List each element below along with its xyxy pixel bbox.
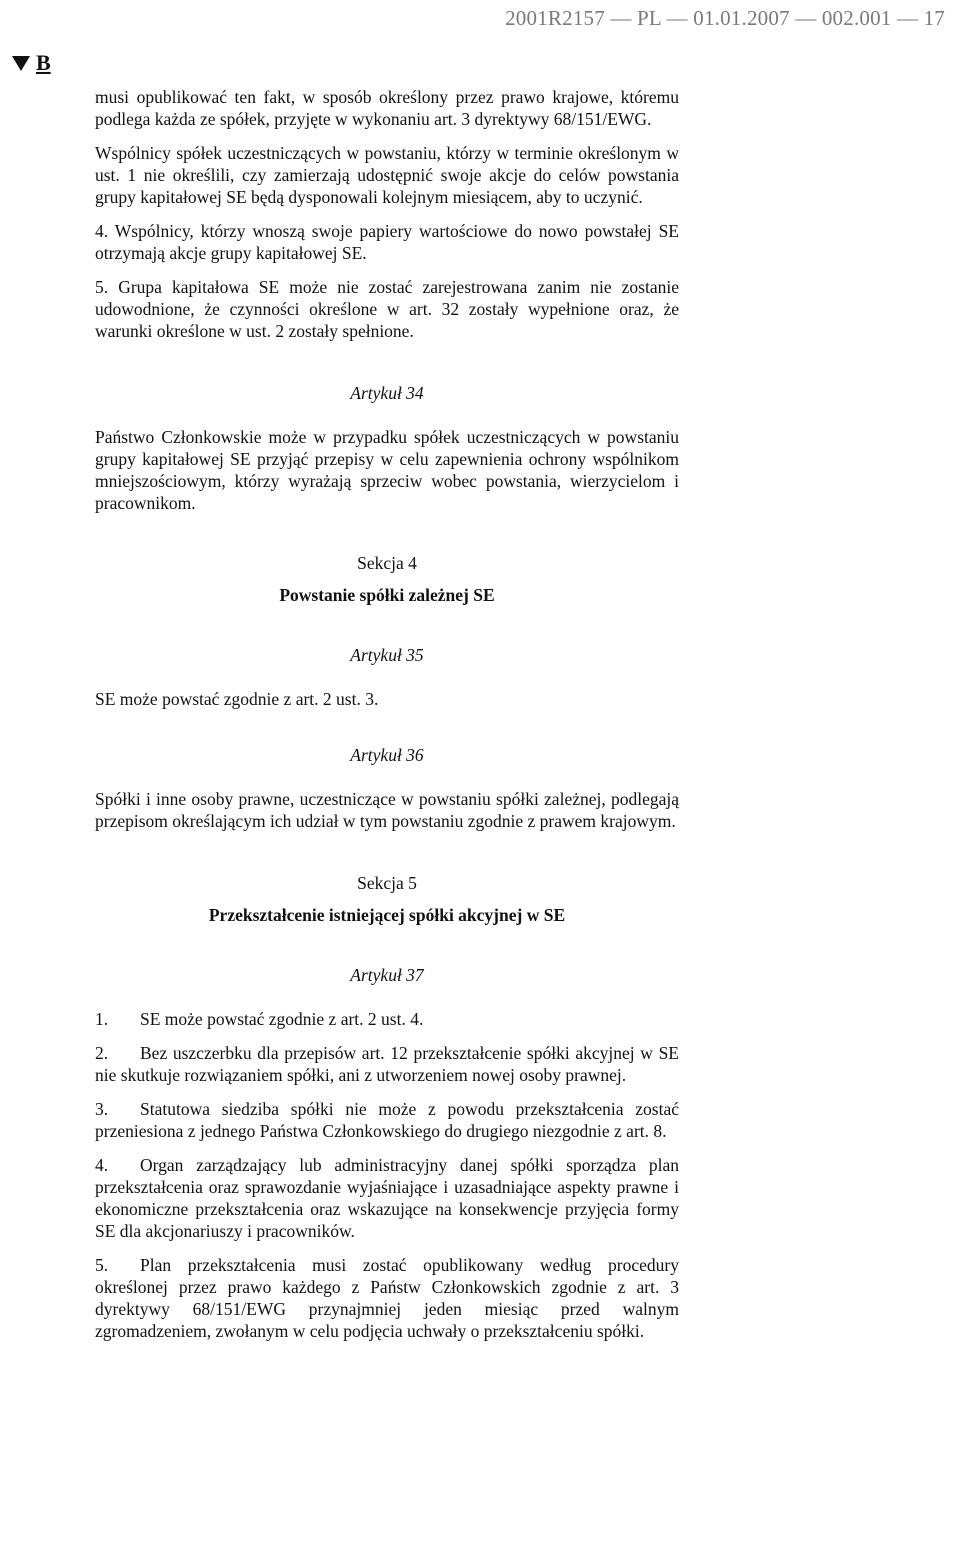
article-34-title: Artykuł 34 — [350, 383, 424, 403]
item-text: Plan przekształcenia musi zostać opublikowany według procedury określonej przez prawo każdego z Państw Członkowskich zgodnie z art. 3 dyrektywy 68/151/EWG przynajmniej jeden miesiąc przed walnym zgromadzeniem, zwołanym w celu podjęcia uchwały o przekształceniu spółki. — [95, 1255, 679, 1341]
paragraph: Wspólnicy spółek uczestniczących w powstaniu, którzy w terminie określonym w ust. 1 nie określili, czy zamierzają udostępnić swoje akcje do celów powstania grupy kapitałowej SE będą dysponowali kolejnym miesiącem, aby to uczynić. — [95, 143, 679, 207]
paragraph-number: 4. — [95, 221, 109, 241]
article-36-text: Spółki i inne osoby prawne, uczestniczące w powstaniu spółki zależnej, podlegają przepisom określającym ich udział w tym powstaniu zgodnie z prawem krajowym. — [95, 789, 679, 831]
item-text: Organ zarządzający lub administracyjny danej spółki sporządza plan przekształcenia oraz sprawozdanie wyjaśniające i uzasadniające aspekty prawne i ekonomiczne przekształcenia oraz wskazujące na konsekwencje przyjęcia formy SE dla akcjonariuszy i pracowników. — [95, 1155, 679, 1241]
item-number: 2. — [95, 1043, 109, 1063]
article-37-item-2 — [95, 1042, 679, 1086]
article-37-title: Artykuł 37 — [350, 965, 424, 985]
item-text: Bez uszczerbku dla przepisów art. 12 przekształcenie spółki akcyjnej w SE nie skutkuje rozwiązaniem spółki, ani z utworzeniem nowej osoby prawnej. — [95, 1043, 679, 1085]
document-body — [95, 86, 679, 1354]
article-37-item-3 — [95, 1098, 679, 1142]
paragraph-text: Grupa kapitałowa SE może nie zostać zarejestrowana zanim nie zostanie udowodnione, że czynności określone w art. 32 zostały wypełnione oraz, że warunki określone w ust. 2 zostały spełnione. — [95, 277, 680, 341]
article-34-text: Państwo Członkowskie może w przypadku spółek uczestniczących w powstaniu grupy kapitałowej SE przyjąć przepisy w celu zapewnienia ochrony wspólnikom mniejszościowym, którzy wyrażają sprzeciw wobec powstania, wierzycielom i pracownikom. — [95, 427, 679, 513]
article-35-text: SE może powstać zgodnie z art. 2 ust. 3. — [95, 689, 379, 709]
section-4-title: Powstanie spółki zależnej SE — [279, 585, 495, 605]
item-number: 1. — [95, 1009, 109, 1029]
paragraph-continuation: musi opublikować ten fakt, w sposób określony przez prawo krajowe, któremu podlega każda ze spółek, przyjęte w wykonaniu art. 3 dyrektywy 68/151/EWG. — [95, 87, 679, 129]
marker-label: B — [36, 50, 51, 75]
item-number: 3. — [95, 1099, 109, 1119]
article-37-item-5 — [95, 1254, 679, 1342]
paragraph-5 — [95, 276, 679, 342]
item-number: 4. — [95, 1155, 109, 1175]
paragraph-4 — [95, 220, 679, 264]
item-text: SE może powstać zgodnie z art. 2 ust. 4. — [140, 1009, 424, 1029]
section-5-label: Sekcja 5 — [357, 873, 417, 893]
article-36-title: Artykuł 36 — [350, 745, 424, 765]
article-37-item-1 — [95, 1008, 679, 1030]
amendment-marker — [12, 50, 51, 76]
item-number: 5. — [95, 1255, 109, 1275]
triangle-down-icon — [12, 56, 30, 71]
section-4-label: Sekcja 4 — [357, 553, 417, 573]
paragraph-number: 5. — [95, 277, 109, 297]
paragraph-text: Wspólnicy, którzy wnoszą swoje papiery wartościowe do nowo powstałej SE otrzymają akcje grupy kapitałowej SE. — [95, 221, 680, 263]
running-header: 2001R2157 — PL — 01.01.2007 — 002.001 — 17 — [505, 6, 945, 30]
article-35-title: Artykuł 35 — [350, 645, 424, 665]
item-text: Statutowa siedziba spółki nie może z powodu przekształcenia zostać przeniesiona z jednego Państwa Członkowskiego do drugiego niezgodnie z art. 8. — [95, 1099, 679, 1141]
article-37-item-4 — [95, 1154, 679, 1242]
section-5-title: Przekształcenie istniejącej spółki akcyjnej w SE — [208, 905, 566, 925]
